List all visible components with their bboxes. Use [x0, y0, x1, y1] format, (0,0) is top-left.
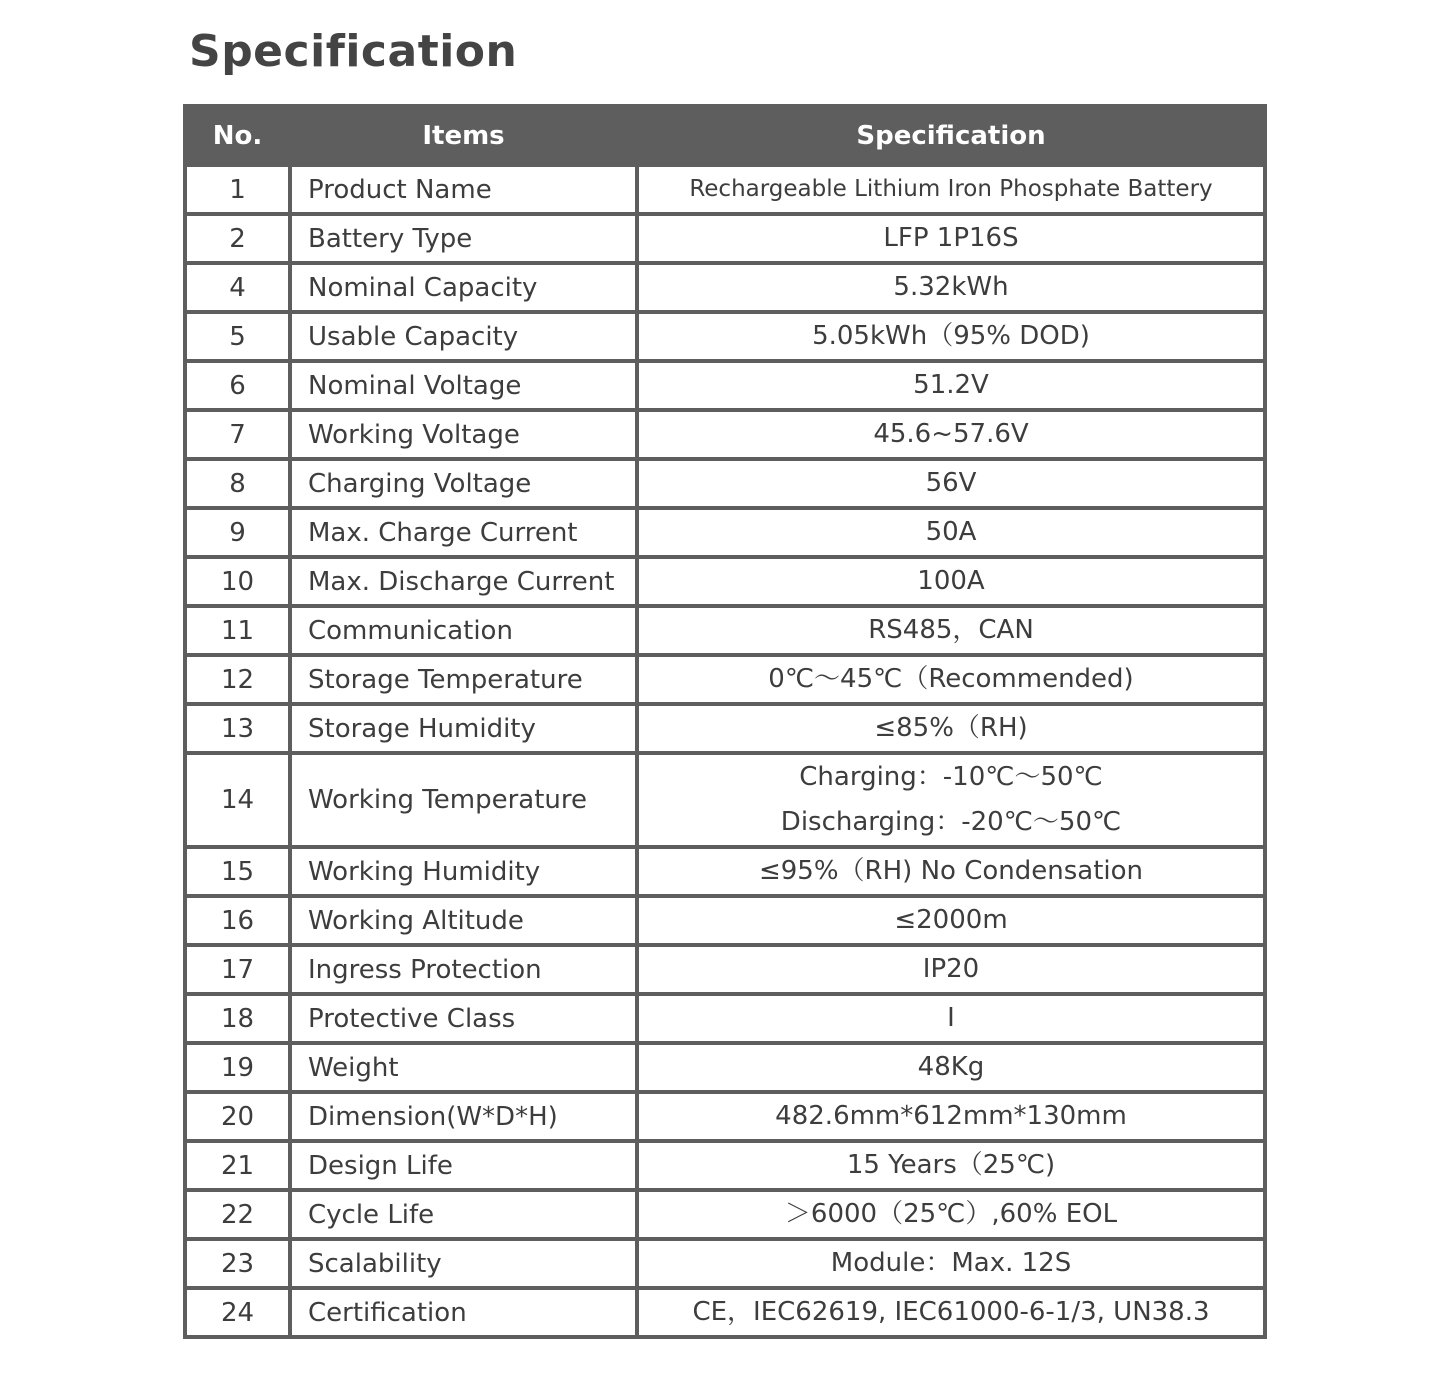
spec-line: Ⅰ — [947, 1003, 955, 1033]
row-number: 23 — [185, 1239, 290, 1288]
spec-line: 5.05kWh（95% DOD) — [812, 321, 1090, 351]
spec-line: Module：Max. 12S — [830, 1248, 1072, 1278]
table-row — [185, 606, 1265, 655]
row-number: 12 — [185, 655, 290, 704]
row-number: 21 — [185, 1141, 290, 1190]
spec-line: 100A — [917, 566, 985, 596]
row-item-label: Max. Discharge Current — [290, 557, 637, 606]
row-spec-value — [637, 753, 1265, 847]
row-item-label: Max. Charge Current — [290, 508, 637, 557]
spec-line: 56V — [925, 468, 977, 498]
header-no: No. — [185, 106, 290, 165]
row-spec-value — [637, 214, 1265, 263]
row-item-label: Usable Capacity — [290, 312, 637, 361]
spec-line: 482.6mm*612mm*130mm — [775, 1101, 1127, 1131]
spec-line: 15 Years（25℃) — [846, 1150, 1056, 1180]
row-spec-value — [637, 704, 1265, 753]
row-spec-value — [637, 655, 1265, 704]
row-item-label: Protective Class — [290, 994, 637, 1043]
spec-line: LFP 1P16S — [883, 223, 1019, 253]
row-item-label: Working Temperature — [290, 753, 637, 847]
table-row — [185, 1288, 1265, 1337]
spec-line: Discharging：-20℃～50℃ — [780, 807, 1122, 837]
row-item-label: Design Life — [290, 1141, 637, 1190]
row-spec-value — [637, 1190, 1265, 1239]
row-number: 16 — [185, 896, 290, 945]
row-spec-value — [637, 312, 1265, 361]
row-item-label: Certification — [290, 1288, 637, 1337]
row-item-label: Storage Humidity — [290, 704, 637, 753]
row-number: 7 — [185, 410, 290, 459]
spec-line: ≤2000m — [894, 905, 1008, 935]
row-item-label: Weight — [290, 1043, 637, 1092]
row-item-label: Scalability — [290, 1239, 637, 1288]
row-number: 10 — [185, 557, 290, 606]
table-row — [185, 1239, 1265, 1288]
row-spec-value — [637, 1043, 1265, 1092]
table-row — [185, 459, 1265, 508]
row-spec-value — [637, 165, 1265, 214]
row-spec-value — [637, 847, 1265, 896]
table-row — [185, 847, 1265, 896]
row-item-label: Working Humidity — [290, 847, 637, 896]
row-spec-value — [637, 459, 1265, 508]
table-row — [185, 1043, 1265, 1092]
spec-line: Charging：-10℃～50℃ — [799, 762, 1103, 792]
table-row — [185, 165, 1265, 214]
row-spec-value — [637, 361, 1265, 410]
row-spec-value — [637, 1239, 1265, 1288]
row-number: 22 — [185, 1190, 290, 1239]
table-row — [185, 896, 1265, 945]
row-number: 5 — [185, 312, 290, 361]
row-item-label: Cycle Life — [290, 1190, 637, 1239]
row-number: 24 — [185, 1288, 290, 1337]
header-items: Items — [290, 106, 637, 165]
row-item-label: Ingress Protection — [290, 945, 637, 994]
table-row — [185, 704, 1265, 753]
row-number: 9 — [185, 508, 290, 557]
table-row — [185, 361, 1265, 410]
table-row — [185, 753, 1265, 847]
row-spec-value — [637, 994, 1265, 1043]
row-item-label: Dimension(W*D*H) — [290, 1092, 637, 1141]
row-item-label: Nominal Voltage — [290, 361, 637, 410]
row-number: 2 — [185, 214, 290, 263]
spec-line: 48Kg — [917, 1052, 985, 1082]
row-number: 6 — [185, 361, 290, 410]
spec-line: Rechargeable Lithium Iron Phosphate Battery — [689, 176, 1213, 202]
table-row — [185, 557, 1265, 606]
spec-line: ＞6000（25℃）,60% EOL — [784, 1199, 1118, 1229]
row-spec-value — [637, 263, 1265, 312]
table-row — [185, 263, 1265, 312]
row-spec-value — [637, 410, 1265, 459]
table-row — [185, 1092, 1265, 1141]
table-row — [185, 994, 1265, 1043]
table-row — [185, 655, 1265, 704]
row-number: 17 — [185, 945, 290, 994]
spec-line: IP20 — [922, 954, 980, 984]
page-title: Specification — [189, 26, 518, 77]
header-specification: Specification — [637, 106, 1265, 165]
row-item-label: Communication — [290, 606, 637, 655]
row-spec-value — [637, 1288, 1265, 1337]
table-body — [185, 165, 1265, 1337]
table-row — [185, 214, 1265, 263]
spec-line: 45.6~57.6V — [873, 419, 1029, 449]
row-spec-value — [637, 1141, 1265, 1190]
row-spec-value — [637, 606, 1265, 655]
table-row — [185, 410, 1265, 459]
table-row — [185, 1141, 1265, 1190]
row-number: 4 — [185, 263, 290, 312]
spec-line: 5.32kWh — [893, 272, 1009, 302]
row-spec-value — [637, 896, 1265, 945]
row-number: 1 — [185, 165, 290, 214]
row-item-label: Charging Voltage — [290, 459, 637, 508]
row-number: 20 — [185, 1092, 290, 1141]
row-number: 15 — [185, 847, 290, 896]
row-number: 18 — [185, 994, 290, 1043]
spec-line: 51.2V — [913, 370, 989, 400]
row-item-label: Product Name — [290, 165, 637, 214]
spec-line: 50A — [925, 517, 977, 547]
spec-line: 0℃～45℃（Recommended) — [768, 664, 1134, 694]
row-number: 14 — [185, 753, 290, 847]
table-row — [185, 945, 1265, 994]
table-header — [185, 106, 1265, 165]
table-row — [185, 1190, 1265, 1239]
row-spec-value — [637, 557, 1265, 606]
row-spec-value — [637, 1092, 1265, 1141]
row-item-label: Working Altitude — [290, 896, 637, 945]
row-spec-value — [637, 508, 1265, 557]
row-item-label: Battery Type — [290, 214, 637, 263]
row-item-label: Working Voltage — [290, 410, 637, 459]
row-spec-value — [637, 945, 1265, 994]
spec-line: ≤85%（RH) — [874, 713, 1028, 743]
table-row — [185, 508, 1265, 557]
spec-line: ≤95%（RH) No Condensation — [758, 856, 1144, 886]
spec-line: CE，IEC62619, IEC61000-6-1/3, UN38.3 — [692, 1297, 1210, 1327]
row-item-label: Nominal Capacity — [290, 263, 637, 312]
row-number: 11 — [185, 606, 290, 655]
row-number: 8 — [185, 459, 290, 508]
header-row — [185, 106, 1265, 165]
row-number: 19 — [185, 1043, 290, 1092]
row-number: 13 — [185, 704, 290, 753]
specification-table — [183, 104, 1267, 1339]
row-item-label: Storage Temperature — [290, 655, 637, 704]
table-row — [185, 312, 1265, 361]
spec-line: RS485，CAN — [868, 615, 1034, 645]
